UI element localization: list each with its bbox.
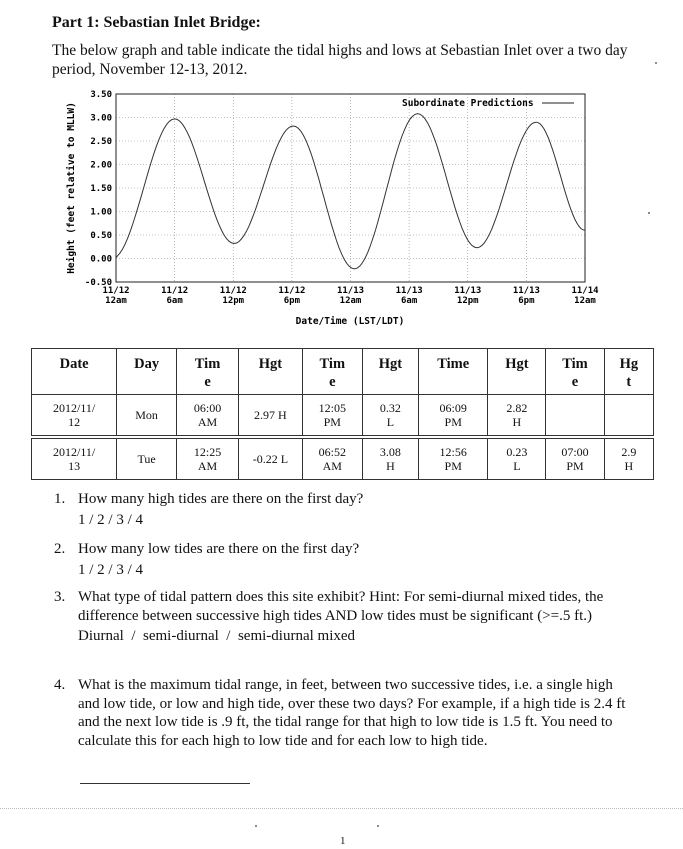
- question-number: 3.: [54, 589, 66, 605]
- cell-text: L: [386, 415, 395, 429]
- table-cell: [302, 437, 362, 480]
- answer-options[interactable]: Diurnal / semi-diurnal / semi-diurnal mixed: [78, 628, 356, 644]
- page-number: 1: [340, 835, 346, 847]
- x-tick-time: 12pm: [222, 296, 245, 306]
- table-cell: [177, 437, 239, 480]
- cell-text: H: [512, 415, 522, 429]
- question-2: [54, 540, 634, 579]
- x-tick-date: 11/13: [336, 286, 365, 296]
- cell-text: 06:09: [439, 401, 467, 415]
- table-cell: [488, 437, 546, 480]
- y-tick-label: 1.50: [90, 184, 112, 194]
- x-tick-date: 11/12: [278, 286, 306, 296]
- question-text: How many low tides are there on the first day?: [78, 541, 360, 557]
- table-cell: [362, 395, 418, 438]
- scan-speck: [648, 212, 650, 214]
- column-header: [418, 349, 488, 395]
- header-text: Tim: [319, 356, 346, 372]
- table-cell: [117, 395, 177, 438]
- cell-text: H: [386, 459, 395, 473]
- chart-legend: [402, 98, 574, 109]
- header-text: Hg: [619, 356, 639, 372]
- y-tick-label: 3.50: [90, 90, 112, 100]
- header-text: Tim: [194, 356, 221, 372]
- header-text: Hgt: [378, 356, 403, 372]
- scan-speck: [377, 825, 379, 827]
- table-row: [32, 437, 654, 480]
- table-cell: [239, 437, 303, 480]
- table-cell: [418, 395, 488, 438]
- question-4: [54, 676, 634, 750]
- x-tick-time: 6pm: [283, 296, 301, 306]
- x-axis-label: Date/Time (LST/LDT): [295, 316, 405, 327]
- column-header: [239, 349, 303, 395]
- header-text: e: [329, 374, 336, 390]
- table-cell: [239, 395, 303, 438]
- x-tick-time: 6am: [400, 296, 418, 306]
- cell-text: Mon: [135, 408, 158, 422]
- table-cell: [546, 395, 604, 438]
- header-text: Time: [437, 356, 470, 372]
- x-tick-time: 12am: [574, 296, 596, 306]
- tide-table: [31, 348, 654, 480]
- cell-text: 06:00: [193, 401, 222, 415]
- cell-text: PM: [444, 459, 462, 473]
- y-tick-label: -0.50: [84, 278, 112, 288]
- intro-paragraph: The below graph and table indicate the tidal highs and lows at Sebastian Inlet over a two day period, November 12-13, 2012.: [52, 42, 628, 78]
- cell-text: 13: [68, 459, 81, 473]
- cell-text: H: [624, 459, 634, 473]
- cell-text: 0.23: [506, 445, 528, 459]
- cell-text: PM: [444, 415, 462, 429]
- y-tick-label: 3.00: [90, 113, 112, 124]
- answer-options[interactable]: 1 / 2 / 3 / 4: [78, 561, 144, 578]
- cell-text: 2.82: [506, 401, 528, 415]
- question-1: [54, 490, 634, 529]
- header-text: e: [204, 374, 211, 390]
- cell-text: AM: [197, 459, 218, 473]
- cell-text: 2.9: [621, 445, 637, 459]
- cell-text: 2012/11/: [52, 401, 96, 415]
- table-cell: [177, 395, 239, 438]
- scan-speck: [655, 62, 657, 64]
- question-text: How many high tides are there on the first day?: [78, 491, 364, 507]
- y-tick-labels: [85, 90, 112, 288]
- answer-line[interactable]: [80, 783, 250, 784]
- column-header: [32, 349, 117, 395]
- table-cell: [32, 437, 117, 480]
- table-cell: [32, 395, 117, 438]
- x-tick-date: 11/13: [395, 286, 423, 296]
- x-tick-date: 11/12: [161, 286, 189, 296]
- table-cell: [604, 437, 653, 480]
- cell-text: 0.32: [379, 401, 401, 415]
- x-tick-date: 11/14: [571, 286, 599, 296]
- cell-text: 3.08: [379, 445, 401, 459]
- question-number: 1.: [54, 491, 66, 507]
- y-tick-label: 2.50: [90, 137, 112, 147]
- cell-text: PM: [323, 415, 341, 429]
- cell-text: 2.97 H: [254, 408, 287, 422]
- table-cell: [302, 395, 362, 438]
- table-cell: [488, 395, 546, 438]
- x-tick-date: 11/13: [512, 286, 540, 296]
- column-header: [546, 349, 604, 395]
- y-tick-label: 1.00: [90, 207, 112, 218]
- legend-label: Subordinate Predictions: [402, 98, 534, 109]
- header-text: Hgt: [505, 356, 529, 372]
- x-tick-time: 12pm: [456, 296, 479, 306]
- header-text: e: [571, 374, 579, 390]
- x-tick-labels: [102, 286, 599, 306]
- cell-text: PM: [566, 459, 584, 473]
- scan-speck: [255, 825, 257, 827]
- header-text: Tim: [562, 356, 588, 372]
- table-cell: [604, 395, 653, 438]
- y-tick-label: 2.00: [90, 160, 112, 171]
- table-cell: [362, 437, 418, 480]
- question-number: 4.: [54, 677, 66, 693]
- table-cell: [117, 437, 177, 480]
- column-header: [488, 349, 546, 395]
- table-header-row: [32, 349, 654, 395]
- footer-divider: [0, 808, 683, 809]
- x-tick-time: 6am: [166, 296, 183, 306]
- x-tick-time: 12am: [105, 296, 127, 306]
- x-tick-time: 12am: [339, 296, 362, 306]
- cell-text: -0.22 L: [252, 452, 289, 466]
- cell-text: AM: [322, 459, 342, 473]
- y-tick-label: 0.00: [90, 254, 112, 265]
- cell-text: AM: [197, 415, 218, 429]
- y-tick-label: 0.50: [90, 231, 112, 241]
- column-header: [117, 349, 177, 395]
- table-row: [32, 395, 654, 438]
- page-title: Part 1: Sebastian Inlet Bridge:: [52, 14, 261, 31]
- column-header: [362, 349, 418, 395]
- question-number: 2.: [54, 541, 66, 557]
- question-text: What is the maximum tidal range, in feet, between two successive tides, i.e. a single high and low tide, or low and high tide, over these two days? For example, if a high tide is 2.4 ft and the next low tide is .9 ft, the tidal range for that high to low tide is 1.5 ft. You need to calculate this for each high to low tide and for each low to high tide.: [78, 677, 626, 749]
- cell-text: L: [513, 459, 521, 473]
- header-text: Day: [134, 356, 160, 372]
- y-axis-label: Height (feet relative to MLLW): [66, 102, 77, 274]
- cell-text: 12: [68, 415, 81, 429]
- column-header: [177, 349, 239, 395]
- x-tick-date: 11/13: [454, 286, 482, 296]
- cell-text: 2012/11/: [52, 445, 96, 459]
- cell-text: 06:52: [318, 445, 346, 459]
- cell-text: 12:05: [318, 401, 346, 415]
- table-cell: [418, 437, 488, 480]
- x-tick-time: 6pm: [518, 296, 535, 306]
- header-text: t: [626, 374, 632, 390]
- table-cell: [546, 437, 604, 480]
- question-text: What type of tidal pattern does this site exhibit? Hint: For semi-diurnal mixed tides, the difference between successive high tides AND low tides must be significant (>=.5 ft.): [78, 589, 604, 624]
- cell-text: 12:25: [193, 445, 222, 459]
- header-text: Date: [59, 356, 89, 372]
- column-header: [302, 349, 362, 395]
- cell-text: Tue: [137, 452, 156, 466]
- x-tick-date: 11/12: [219, 286, 247, 296]
- chart-gridlines: [116, 94, 585, 282]
- answer-options[interactable]: 1 / 2 / 3 / 4: [78, 511, 144, 528]
- question-3: [54, 588, 634, 646]
- tide-chart: [62, 88, 602, 328]
- column-header: [604, 349, 653, 395]
- x-tick-date: 11/12: [102, 286, 130, 296]
- cell-text: 12:56: [439, 445, 467, 459]
- cell-text: 07:00: [561, 445, 589, 459]
- header-text: Hgt: [258, 356, 283, 372]
